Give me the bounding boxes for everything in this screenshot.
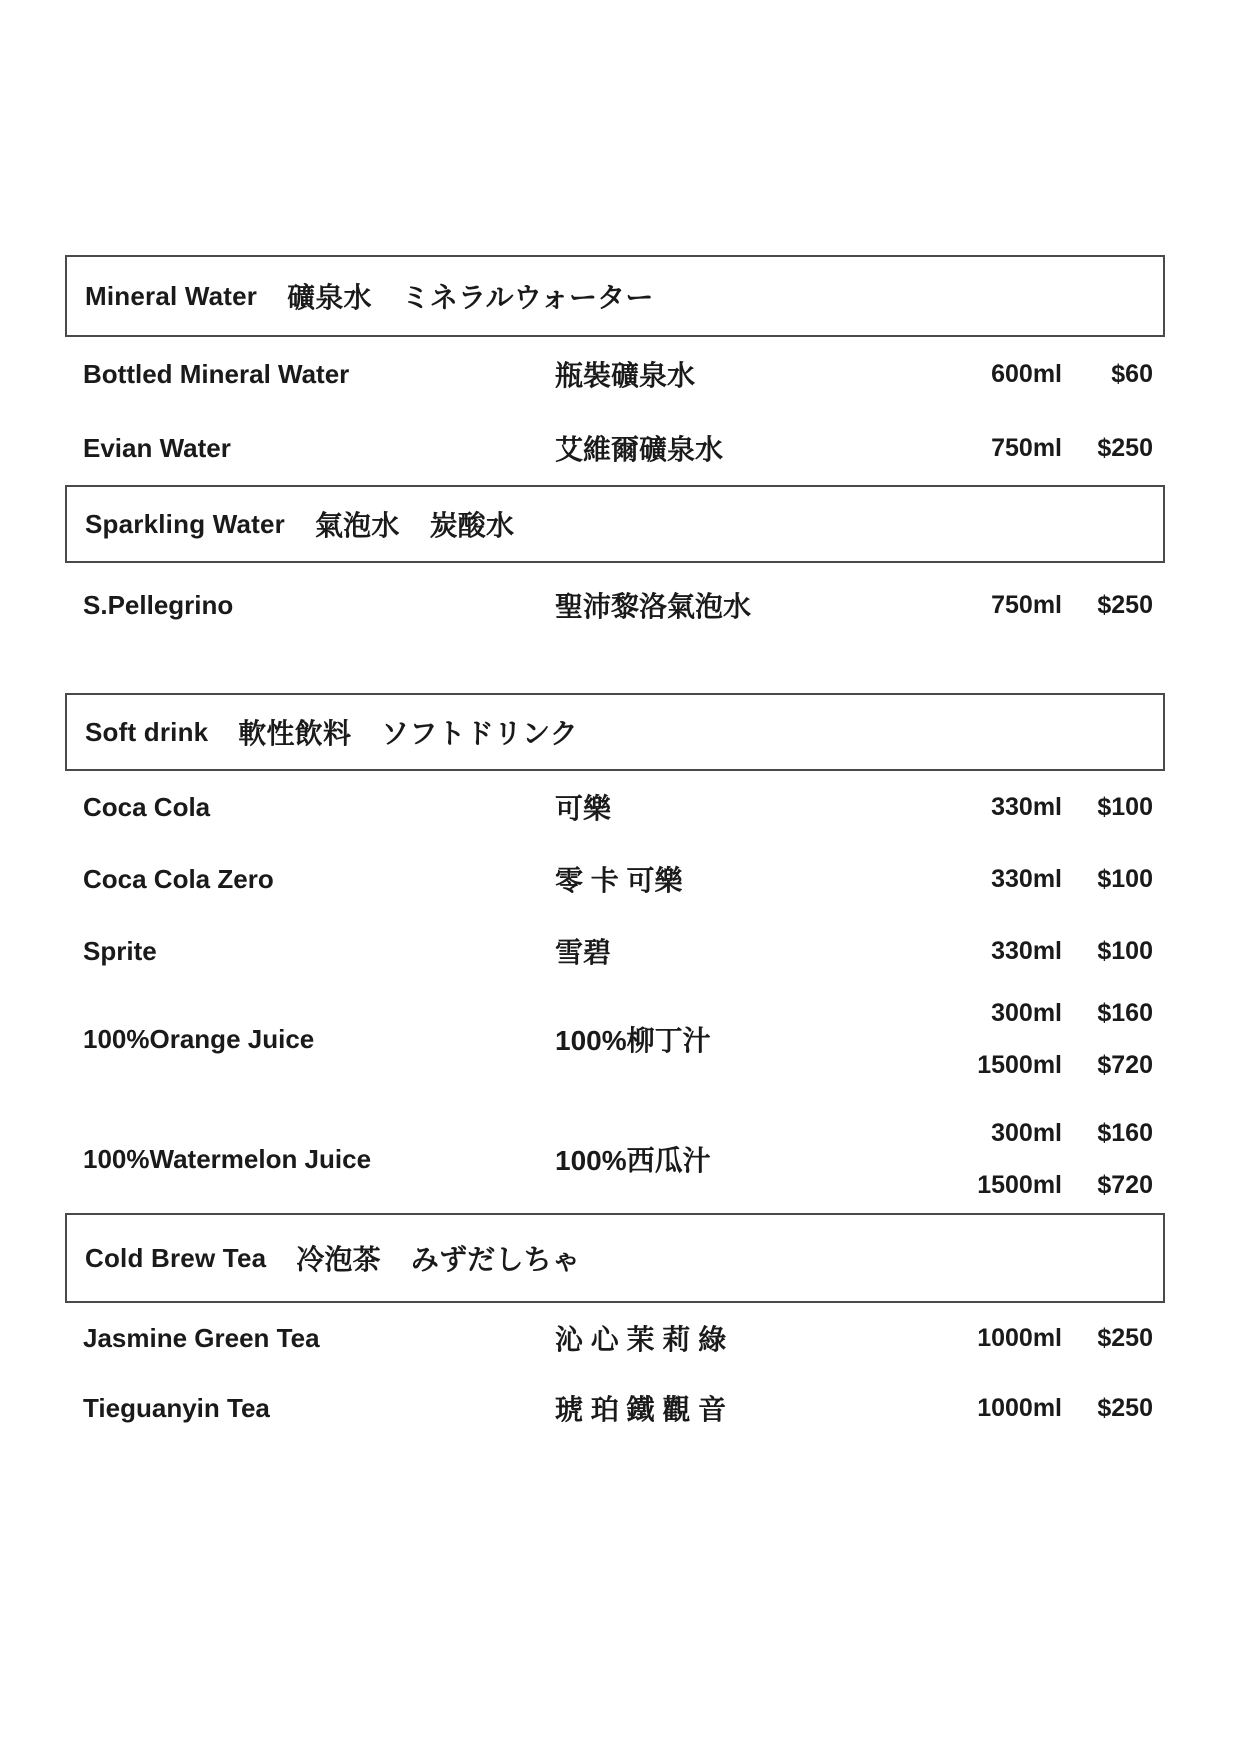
item-variants <box>976 1303 1165 1373</box>
item-size: 330ml <box>991 936 1062 965</box>
item-size: 1000ml <box>977 1393 1062 1422</box>
item-variants <box>976 771 1165 843</box>
section-cold-brew-tea <box>65 1213 1165 1443</box>
section-title-zh: 冷泡茶 <box>296 1244 381 1275</box>
item-size: 330ml <box>991 792 1062 821</box>
section-title-en: Soft drink <box>85 716 209 747</box>
item-size: 300ml <box>991 998 1062 1027</box>
menu-item-row <box>65 411 1165 485</box>
item-name-en: Tieguanyin Tea <box>83 1392 270 1423</box>
item-size: 1500ml <box>977 1050 1062 1079</box>
variant-line <box>976 1039 1165 1091</box>
variant-line <box>976 579 1165 631</box>
section-header <box>65 693 1165 771</box>
item-name-zh: 瓶裝礦泉水 <box>555 360 696 391</box>
item-name-zh: 沁 心 茉 莉 綠 <box>555 1324 727 1355</box>
item-name-zh: 可樂 <box>555 793 612 824</box>
item-name-en: S.Pellegrino <box>83 589 234 620</box>
item-name-zh: 100%柳丁汁 <box>555 1025 711 1056</box>
item-price: $250 <box>1097 1393 1153 1422</box>
section-soft-drink <box>65 693 1165 1211</box>
item-name-en: 100%Watermelon Juice <box>83 1143 372 1174</box>
variant-line <box>976 348 1165 400</box>
section-header <box>65 255 1165 337</box>
item-variants <box>976 843 1165 915</box>
item-price: $100 <box>1097 792 1153 821</box>
section-title-ja: ソフトドリンク <box>381 718 578 749</box>
item-variants <box>976 1107 1165 1211</box>
item-price: $60 <box>1111 359 1153 388</box>
item-name-zh: 零 卡 可樂 <box>555 865 683 896</box>
item-size: 330ml <box>991 864 1062 893</box>
variant-line <box>976 781 1165 833</box>
menu-item-row <box>65 1373 1165 1443</box>
item-size: 750ml <box>991 590 1062 619</box>
section-header <box>65 485 1165 563</box>
menu-item-row <box>65 771 1165 843</box>
variant-line <box>976 1107 1165 1159</box>
variant-line <box>976 1159 1165 1211</box>
section-title-en: Sparkling Water <box>85 508 285 539</box>
item-size: 1000ml <box>977 1323 1062 1352</box>
item-price: $100 <box>1097 936 1153 965</box>
menu-item-row <box>65 915 1165 987</box>
item-variants <box>976 1373 1165 1443</box>
variant-line <box>976 853 1165 905</box>
item-size: 300ml <box>991 1118 1062 1147</box>
section-sparkling-water <box>65 485 1165 647</box>
item-price: $160 <box>1097 998 1153 1027</box>
item-price: $160 <box>1097 1118 1153 1147</box>
item-price: $250 <box>1097 590 1153 619</box>
section-title-ja: ミネラルウォーター <box>401 282 654 313</box>
item-price: $720 <box>1097 1170 1153 1199</box>
item-size: 600ml <box>991 359 1062 388</box>
variant-line <box>976 925 1165 977</box>
section-title-zh: 礦泉水 <box>287 282 372 313</box>
item-name-en: 100%Orange Juice <box>83 1023 315 1054</box>
menu-item-row <box>65 337 1165 411</box>
item-name-en: Coca Cola <box>83 791 211 822</box>
item-name-zh: 聖沛黎洛氣泡水 <box>555 591 752 622</box>
item-name-zh: 雪碧 <box>555 937 612 968</box>
section-title-zh: 氣泡水 <box>314 510 400 541</box>
section-title-ja: みずだしちゃ <box>410 1244 581 1275</box>
item-name-zh: 琥 珀 鐵 觀 音 <box>555 1394 727 1425</box>
item-variants <box>976 915 1165 987</box>
item-name-en: Jasmine Green Tea <box>83 1322 320 1353</box>
section-header <box>65 1213 1165 1303</box>
section-title-en: Cold Brew Tea <box>85 1242 267 1273</box>
section-mineral-water <box>65 255 1165 485</box>
item-price: $720 <box>1097 1050 1153 1079</box>
variant-line <box>976 987 1165 1039</box>
item-variants <box>976 563 1165 647</box>
menu-item-row <box>65 1107 1165 1211</box>
variant-line <box>976 1382 1165 1434</box>
variant-line <box>976 1312 1165 1364</box>
item-size: 1500ml <box>977 1170 1062 1199</box>
section-title-en: Mineral Water <box>85 280 258 311</box>
item-variants <box>976 987 1165 1091</box>
item-variants <box>976 337 1165 411</box>
menu-item-row <box>65 1303 1165 1373</box>
item-name-zh: 100%西瓜汁 <box>555 1145 711 1176</box>
item-name-en: Sprite <box>83 935 157 966</box>
item-variants <box>976 411 1165 485</box>
drink-menu <box>65 255 1165 1443</box>
menu-item-row <box>65 987 1165 1091</box>
item-price: $100 <box>1097 864 1153 893</box>
item-size: 750ml <box>991 433 1062 462</box>
section-title-ja: 炭酸水 <box>429 510 515 541</box>
menu-item-row <box>65 843 1165 915</box>
item-name-en: Bottled Mineral Water <box>83 358 350 389</box>
menu-item-row <box>65 563 1165 647</box>
section-title-zh: 軟性飲料 <box>238 718 352 749</box>
item-name-en: Evian Water <box>83 432 231 463</box>
item-name-zh: 艾維爾礦泉水 <box>555 434 724 465</box>
item-price: $250 <box>1097 433 1153 462</box>
variant-line <box>976 422 1165 474</box>
item-name-en: Coca Cola Zero <box>83 863 274 894</box>
item-price: $250 <box>1097 1323 1153 1352</box>
